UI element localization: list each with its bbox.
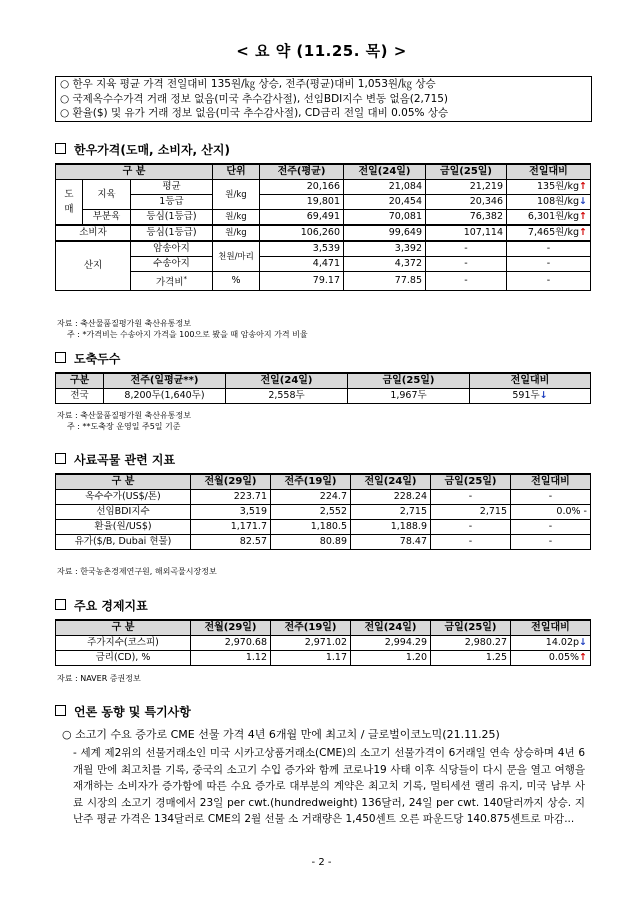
table-row <box>56 651 591 666</box>
table-cell: 79.17 <box>260 272 344 291</box>
change-value: 7,465원/kg <box>527 227 580 238</box>
section-heading-hanwoo <box>55 141 230 158</box>
row-label-cons-grade: 등심(1등급) <box>131 225 213 241</box>
section-heading-news <box>55 703 191 720</box>
table-cell: 224.7 <box>271 490 351 505</box>
source-note: 자료 : 한국농촌경제연구원, 해외곡물시장정보 <box>57 567 217 576</box>
arrow-down-icon: ↓ <box>579 196 587 207</box>
page-title: < 요 약 (11.25. 목) > <box>236 42 407 60</box>
table-cell: - <box>511 520 591 535</box>
col-header: 전일대비 <box>507 164 591 180</box>
col-header: 전일(24일) <box>351 474 431 490</box>
col-header: 전일대비 <box>511 620 591 636</box>
col-header: 금일(25일) <box>426 164 507 180</box>
row-label-part-grade: 등심(1등급) <box>131 210 213 226</box>
section-heading-slaughter <box>55 350 120 367</box>
table-cell: 19,801 <box>260 195 344 210</box>
table-cell: 69,491 <box>260 210 344 226</box>
change-cell <box>511 651 591 666</box>
table-cell: - <box>426 241 507 257</box>
table-cell: 20,454 <box>344 195 426 210</box>
table-cell: 4,372 <box>344 257 426 272</box>
table-cell: 2,715 <box>351 505 431 520</box>
table-cell: 0.0% - <box>511 505 591 520</box>
table-cell: 2,552 <box>271 505 351 520</box>
row-label-male: 수송아지 <box>131 257 213 272</box>
table-cell: 1,180.5 <box>271 520 351 535</box>
table-cell: 78.47 <box>351 535 431 550</box>
table-cell: 1.17 <box>271 651 351 666</box>
table-cell: 21,219 <box>426 180 507 195</box>
row-label-carcass: 지육 <box>83 180 131 210</box>
col-header: 전일(24일) <box>351 620 431 636</box>
table-cell: 20,166 <box>260 180 344 195</box>
news-body: - 세계 제2위의 선물거래소인 미국 시카고상품거래소(CME)의 소고기 선물가격이 6거래일 연속 상승하며 4년 6개월 만에 최고치를 기록, 중국의 소고기 수입 증가와 함께 코로나19 사태 이후 식당들이 다시 문을 열고 여행을 재개하는 소비자가 증가함에 따른 수요 증가로 대부분의 계약은 최고치 기록, 멀티세션 랠리 유지, 미국 남부 사료 시장의 소고기 경매에서 23일 per cwt.(hundredweight) 136달러, 24일 per cwt. 140달러까지 상승. 지난주 평균 가격은 134달러로 CME의 2월 선물 소 거래량은 1,450센트 오른 파운드당 140.875센트로 마감... <box>73 747 585 825</box>
table-cell: 70,081 <box>344 210 426 226</box>
change-value: 108원/kg <box>536 196 580 207</box>
section-title: 한우가격(도매, 소비자, 산지) <box>74 143 230 157</box>
section-title: 주요 경제지표 <box>74 599 148 613</box>
checkbox-icon <box>55 453 66 464</box>
row-label: 주가지수(코스피) <box>56 636 191 651</box>
slaughter-table <box>55 372 591 404</box>
table-cell: 2,994.29 <box>351 636 431 651</box>
table-cell: 2,971.02 <box>271 636 351 651</box>
ratio-label: 가격비 <box>155 277 184 289</box>
source-note: 자료 : 축산물품질평가원 축산유통정보 <box>57 319 191 328</box>
col-header: 전주(19일) <box>271 620 351 636</box>
col-header: 전주(평균) <box>260 164 344 180</box>
table-cell: 1.25 <box>431 651 511 666</box>
checkbox-icon <box>55 352 66 363</box>
summary-line: ○ 한우 지육 평균 가격 전일대비 135원/㎏ 상승, 전주(평균)대비 1,053원/㎏ 상승 <box>60 78 436 90</box>
summary-box <box>55 76 592 122</box>
table-row <box>56 535 591 550</box>
unit-cell: 원/kg <box>213 225 260 241</box>
row-label-part: 부분육 <box>83 210 131 226</box>
arrow-up-icon: ↑ <box>579 211 587 222</box>
col-header: 전일(24일) <box>344 164 426 180</box>
change-value: 135원/kg <box>536 181 580 192</box>
table-cell: 228.24 <box>351 490 431 505</box>
col-header: 구 분 <box>56 164 213 180</box>
table-cell: 1,171.7 <box>191 520 271 535</box>
table-row <box>56 490 591 505</box>
table-cell: - <box>511 535 591 550</box>
table-cell: 20,346 <box>426 195 507 210</box>
unit-cell: 원/kg <box>213 210 260 226</box>
unit-cell: 천원/마리 <box>213 241 260 272</box>
row-label: 금리(CD), % <box>56 651 191 666</box>
table-cell: 3,392 <box>344 241 426 257</box>
unit-cell: 원/kg <box>213 180 260 210</box>
footnote: 주 : *가격비는 수송아지 가격을 100으로 봤을 때 암송아지 가격 비율 <box>67 330 308 339</box>
col-header: 전일대비 <box>511 474 591 490</box>
table-cell: 1.12 <box>191 651 271 666</box>
change-cell <box>470 389 591 404</box>
col-header: 금일(25일) <box>431 620 511 636</box>
col-header: 전월(29일) <box>191 620 271 636</box>
table-cell: - <box>431 520 511 535</box>
col-header: 금일(25일) <box>431 474 511 490</box>
table-cell: - <box>426 272 507 291</box>
col-header: 구 분 <box>56 474 191 490</box>
table-cell: - <box>426 257 507 272</box>
row-label-grade1: 1등급 <box>131 195 213 210</box>
checkbox-icon <box>55 705 66 716</box>
hanwoo-price-table <box>55 163 591 291</box>
row-label-female: 암송아지 <box>131 241 213 257</box>
arrow-down-icon: ↓ <box>579 637 587 648</box>
table-row <box>56 636 591 651</box>
row-label: 선임BDI지수 <box>56 505 191 520</box>
row-label: 환율(원/US$) <box>56 520 191 535</box>
table-cell: 107,114 <box>426 225 507 241</box>
table-cell: - <box>431 535 511 550</box>
news-headline: ○ 소고기 수요 증가로 CME 선물 가격 4년 6개월 만에 최고치 / 글로벌이코노믹(21.11.25) <box>62 728 500 741</box>
row-label: 전국 <box>56 389 104 404</box>
row-label-ratio <box>131 272 213 291</box>
row-label-avg: 평균 <box>131 180 213 195</box>
table-cell: 223.71 <box>191 490 271 505</box>
table-cell: 99,649 <box>344 225 426 241</box>
table-cell: - <box>507 272 591 291</box>
table-cell: 2,715 <box>431 505 511 520</box>
footnote-mark: * <box>183 275 188 283</box>
table-cell: 76,382 <box>426 210 507 226</box>
table-cell: 8,200두(1,640두) <box>104 389 226 404</box>
table-cell: - <box>507 241 591 257</box>
table-row <box>56 520 591 535</box>
col-header: 금일(25일) <box>348 373 470 389</box>
econ-indicator-table <box>55 619 591 666</box>
table-cell: 1,188.9 <box>351 520 431 535</box>
col-header: 전일대비 <box>470 373 591 389</box>
table-cell: 1,967두 <box>348 389 470 404</box>
table-cell: 2,558두 <box>226 389 348 404</box>
table-cell: 2,980.27 <box>431 636 511 651</box>
change-cell <box>511 636 591 651</box>
summary-line: ○ 환율($) 및 유가 거래 정보 없음(미국 추수감사절), CD금리 전일 대비 0.05% 상승 <box>60 107 449 120</box>
change-value: 14.02p <box>545 637 580 648</box>
row-label-consumer: 소비자 <box>56 225 131 241</box>
section-title: 사료곡물 관련 지표 <box>74 453 176 467</box>
table-cell: 80.89 <box>271 535 351 550</box>
summary-line: ○ 국제옥수수가격 거래 정보 없음(미국 추수감사절), 선임BDI지수 변동 없음(2,715) <box>60 92 449 105</box>
section-title: 언론 동향 및 특기사항 <box>74 705 191 719</box>
row-label-wholesale: 도 매 <box>56 180 83 226</box>
change-cell <box>507 210 591 226</box>
table-cell: - <box>511 490 591 505</box>
col-header: 전주(일평균**) <box>104 373 226 389</box>
col-header: 전월(29일) <box>191 474 271 490</box>
table-cell: 3,539 <box>260 241 344 257</box>
page-number: - 2 - <box>311 857 332 868</box>
table-cell: 2,970.68 <box>191 636 271 651</box>
table-cell: 21,084 <box>344 180 426 195</box>
table-cell: 3,519 <box>191 505 271 520</box>
table-cell: 1.20 <box>351 651 431 666</box>
change-cell <box>507 195 591 210</box>
row-label: 옥수수가(US$/톤) <box>56 490 191 505</box>
arrow-up-icon: ↑ <box>579 227 587 238</box>
arrow-up-icon: ↑ <box>579 181 587 192</box>
change-value: 591두 <box>512 390 540 401</box>
source-note: 자료 : NAVER 증권정보 <box>57 674 141 683</box>
section-title: 도축두수 <box>74 352 121 366</box>
arrow-up-icon: ↑ <box>579 652 587 663</box>
change-value: 0.05% <box>548 652 580 663</box>
table-cell: - <box>431 490 511 505</box>
col-header: 전주(19일) <box>271 474 351 490</box>
table-row <box>56 505 591 520</box>
table-cell: - <box>507 257 591 272</box>
table-cell: 82.57 <box>191 535 271 550</box>
col-header: 단위 <box>213 164 260 180</box>
section-heading-feed <box>55 451 175 468</box>
table-cell: 77.85 <box>344 272 426 291</box>
unit-cell: % <box>213 272 260 291</box>
arrow-down-icon: ↓ <box>539 390 548 401</box>
section-heading-econ <box>55 597 148 614</box>
source-note: 자료 : 축산물품질평가원 축산유통정보 <box>57 411 191 420</box>
change-cell <box>507 180 591 195</box>
col-header: 구 분 <box>56 620 191 636</box>
row-label: 유가($/B, Dubai 현물) <box>56 535 191 550</box>
row-label-origin: 산지 <box>56 241 131 291</box>
feed-indicator-table <box>55 473 591 550</box>
change-cell <box>507 225 591 241</box>
table-cell: 4,471 <box>260 257 344 272</box>
checkbox-icon <box>55 143 66 154</box>
checkbox-icon <box>55 599 66 610</box>
col-header: 전일(24일) <box>226 373 348 389</box>
col-header: 구분 <box>56 373 104 389</box>
table-cell: 106,260 <box>260 225 344 241</box>
change-value: 6,301원/kg <box>527 211 580 222</box>
footnote: 주 : **도축장 운영일 주5일 기준 <box>67 422 181 431</box>
